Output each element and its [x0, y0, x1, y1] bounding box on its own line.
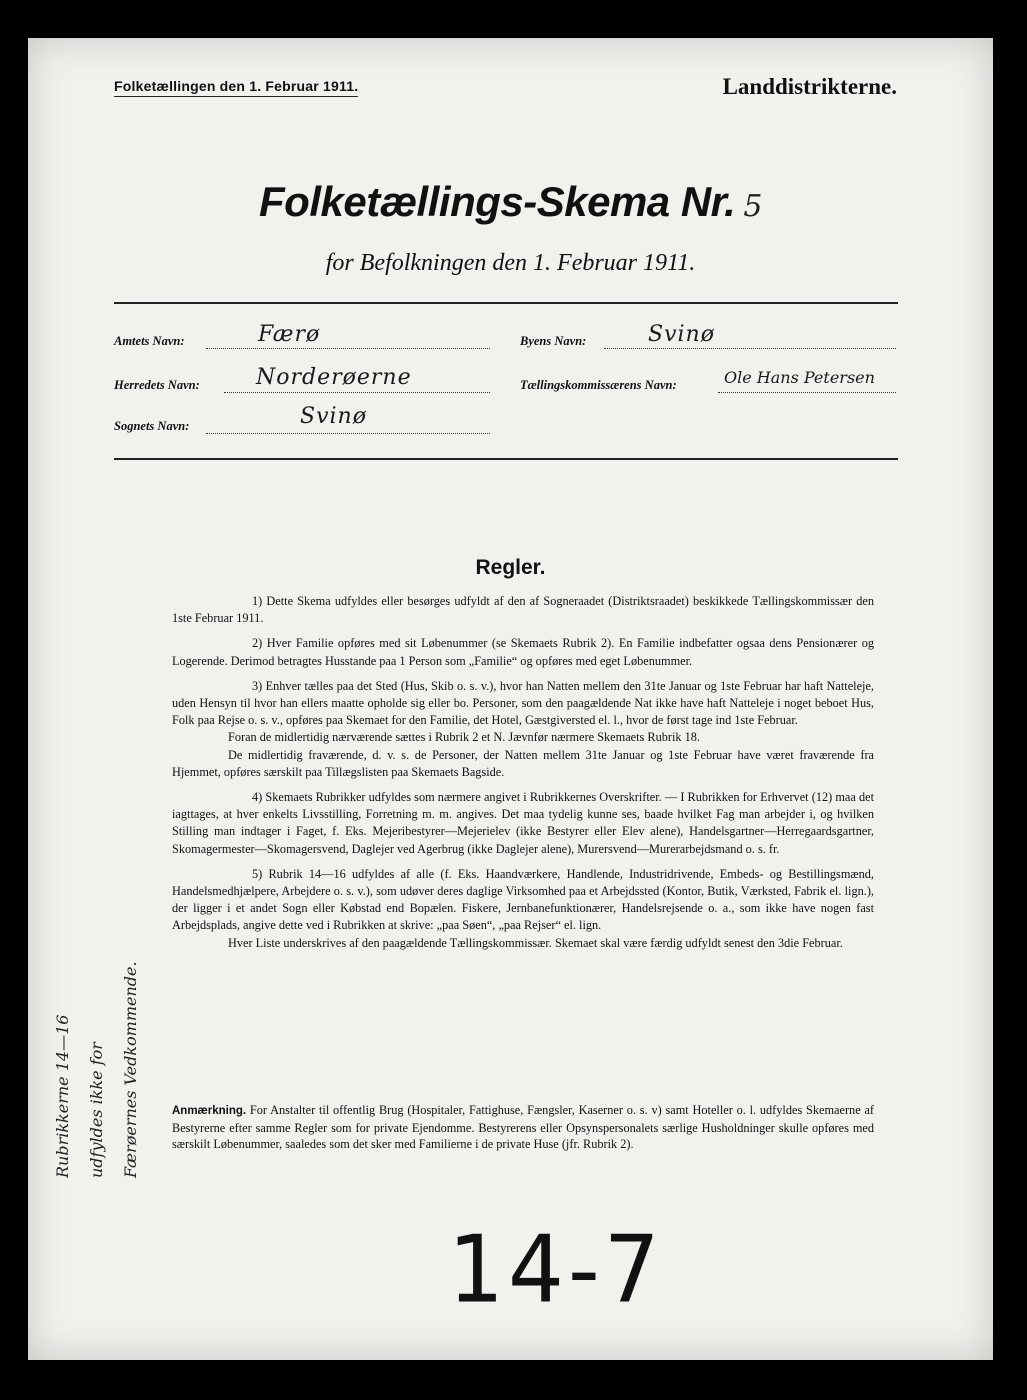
note-text: For Anstalter til offentlig Brug (Hospitaler, Fattighuse, Fængsler, Kaserner o. s. v) samt Hoteller o. l. udfyldes Skemaerne af Bestyrerne efter samme Regler som for private Ejendomme. Bestyrerens eller Opsynspersonalets særlige Husholdninger skulle opføres med særskilt Løbenummer, saaledes som det sker med Familierne i de private Huse (jfr. Rubrik 2).: [172, 1103, 874, 1151]
regler-body: [172, 593, 874, 960]
form-subtitle: for Befolkningen den 1. Februar 1911.: [325, 250, 696, 276]
regler-heading: Regler.: [475, 556, 546, 579]
rule-1: 1) Dette Skema udfyldes eller besørges udfyldt af den af Sogneraadet (Distriktsraadet) beskikkede Tællingskommissær den 1ste Februar 1911.: [172, 594, 874, 626]
sogn-label: Sognets Navn:: [114, 419, 190, 433]
by-value: Svinø: [648, 322, 715, 347]
rule-5-signature: Hver Liste underskrives af den paagældende Tællingskommissær. Skemaet skal være færdig udfyldt senest den 3die Februar.: [228, 935, 843, 950]
herred-value: Norderøerne: [256, 365, 412, 390]
note-label: Anmærkning.: [172, 1105, 247, 1117]
side-note-line-2: udfyldes ikke for: [87, 1042, 106, 1178]
sogn-value: Svinø: [300, 404, 367, 429]
census-form-page: [28, 38, 993, 1360]
amt-value: Færø: [258, 322, 321, 347]
amt-line: [206, 330, 490, 349]
anmaerkning: [172, 1102, 874, 1153]
rule-4: 4) Skemaets Rubrikker udfyldes som nærmere angivet i Rubrikkernes Overskrifter. — I Rubrikken for Erhvervet (12) maa det iagttages, at hver enkelts Livsstilling, Forretning m. m. angives. Det maa tydelig kunne ses, baade hvilket Fag man arbejder i, og hvilken Stilling man indtager i Faget, f. Eks. Mejeribestyrer—Mejerielev (ikke Bestyrer eller Elev alene), Handelsgartner—Herregaardsgartner, Skomagermester—Skomagersvend, Daglejer ved Agerbrug (ikke Daglejer alene), Murersvend—Murerarbejdsmand o. s. fr.: [172, 790, 874, 856]
rule-3: 3) Enhver tælles paa det Sted (Hus, Skib o. s. v.), hvor han Natten mellem den 31te Januar og 1ste Februar har haft Natteleje, uden Hensyn til hvor han ellers maatte opholde sig eller bo. Personer, som den paagældende Nat ikke have haft Natteleje i noget beboet Hus, Folk paa Rejse o. s. v., opføres paa Skemaet for den Familie, det Hotel, Gæstgiversted el. l., hvor de først tage ind 1ste Februar.: [172, 678, 874, 728]
side-note-line-3: Færøernes Vedkommende.: [121, 961, 140, 1178]
form-title: [28, 178, 993, 226]
by-label: Byens Navn:: [520, 334, 587, 348]
herred-label: Herredets Navn:: [114, 378, 200, 392]
amt-label: Amtets Navn:: [114, 334, 185, 348]
rule-3-fravaerende: De midlertidig fraværende, d. v. s. de Personer, der Natten mellem 31te Januar og 1ste Februar have været fraværende fra Hjemmet, opføres særskilt paa Tillægslisten paa Skemaets Bagside.: [172, 747, 874, 779]
side-note-vertical: [46, 961, 148, 1178]
form-title-text: Folketællings-Skema Nr.: [259, 178, 736, 225]
form-number: 5: [743, 189, 762, 224]
handwritten-number: 14-7: [448, 1215, 664, 1324]
rule-5: 5) Rubrik 14—16 udfyldes af alle (f. Eks. Haandværkere, Handlende, Industridrivende, Embeds- og Bestillingsmænd, Handelsmedhjælpere, Arbejdere o. s. v.), som udøver deres daglige Virksomhed paa et Arbejdssted (Kontor, Butik, Værksted, Fabrik el. lign.), der ligger i et andet Sogn eller Købstad end Bopælen. Fiskere, Jernbanefunktionærer, Handelsrejsende o. a., som ikke have nogen fast Arbejdsplads, angive dette ved i Rubrikken at skrive: „paa Søen“, „paa Rejser“ el. lign.: [172, 866, 874, 933]
side-note-line-1: Rubrikkerne 14—16: [53, 1014, 72, 1178]
top-divider: [114, 302, 898, 304]
rule-2: 2) Hver Familie opføres med sit Løbenummer (se Skemaets Rubrik 2). En Familie indbefatter ogsaa dens Pensionærer og Logerende. Derimod betragtes Husstande paa 1 Person som „Familie“ og opføres med eget Løbenummer.: [172, 636, 874, 668]
rule-3-foran: Foran de midlertidig nærværende sættes i Rubrik 2 et N. Jævnfør nærmere Skemaets Rubrik 18.: [228, 730, 701, 745]
kommissaer-value: Ole Hans Petersen: [724, 368, 875, 387]
fields-bottom-divider: [114, 458, 898, 460]
header-census-date: Folketællingen den 1. Februar 1911.: [114, 78, 358, 97]
header-district-type: Landdistrikterne.: [722, 74, 897, 99]
kommissaer-label: Tællingskommissærens Navn:: [520, 378, 677, 392]
